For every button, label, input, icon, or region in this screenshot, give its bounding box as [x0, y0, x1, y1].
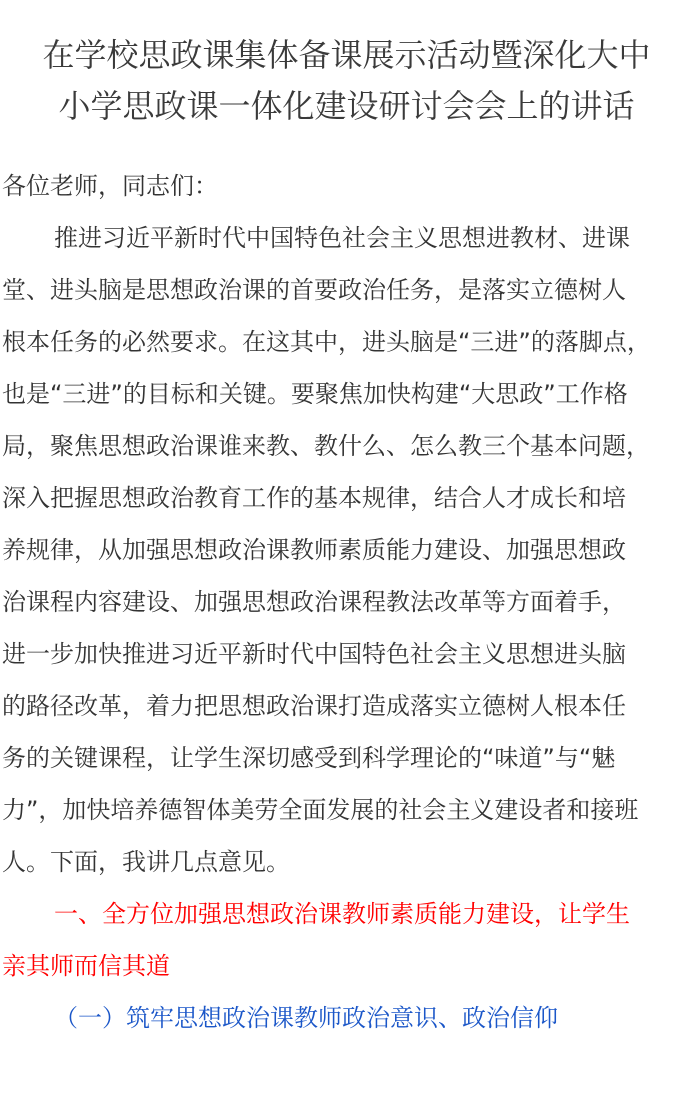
paragraph-line: 养规律，从加强思想政治课教师素质能力建设、加强思想政 [2, 536, 626, 564]
title-line: 在学校思政课集体备课展示活动暨深化大中 [42, 36, 651, 74]
paragraph-line: 推进习近平新时代中国特色社会主义思想进教材、进课 [54, 224, 630, 252]
document-title [2, 0, 691, 132]
title-line: 小学思政课一体化建设研讨会会上的讲话 [58, 87, 635, 125]
paragraph-line: 的路径改革，着力把思想政治课打造成落实立德树人根本任 [2, 692, 626, 720]
subsection-heading [2, 992, 691, 1044]
paragraph-line: 治课程内容建设、加强思想政治课程教法改革等方面着手， [2, 588, 626, 616]
paragraph-line: 进一步加快推进习近平新时代中国特色社会主义思想进头脑 [2, 640, 626, 668]
paragraph-line: 根本任务的必然要求。在这其中，进头脑是“三进”的落脚点， [2, 328, 651, 356]
paragraph-line: 力”，加快培养德智体美劳全面发展的社会主义建设者和接班 [2, 796, 639, 824]
salutation: 各位老师，同志们： [2, 172, 218, 200]
section-heading [2, 888, 691, 992]
paragraph-line: 也是“三进”的目标和关键。要聚焦加快构建“大思政”工作格 [2, 380, 628, 408]
subsection-heading-line: （一）筑牢思想政治课教师政治意识、政治信仰 [54, 1004, 558, 1032]
paragraph-line: 务的关键课程，让学生深切感受到科学理论的“味道”与“魅 [2, 744, 616, 772]
paragraph-line: 局，聚焦思想政治课谁来教、教什么、怎么教三个基本问题， [2, 432, 650, 460]
paragraph-line: 深入把握思想政治教育工作的基本规律，结合人才成长和培 [2, 484, 626, 512]
section-heading-line: 亲其师而信其道 [2, 952, 170, 980]
intro-paragraph [2, 212, 691, 888]
paragraph-line: 堂、进头脑是思想政治课的首要政治任务，是落实立德树人 [2, 276, 626, 304]
paragraph-line: 人。下面，我讲几点意见。 [2, 848, 290, 876]
section-heading-line: 一、全方位加强思想政治课教师素质能力建设，让学生 [54, 900, 630, 928]
